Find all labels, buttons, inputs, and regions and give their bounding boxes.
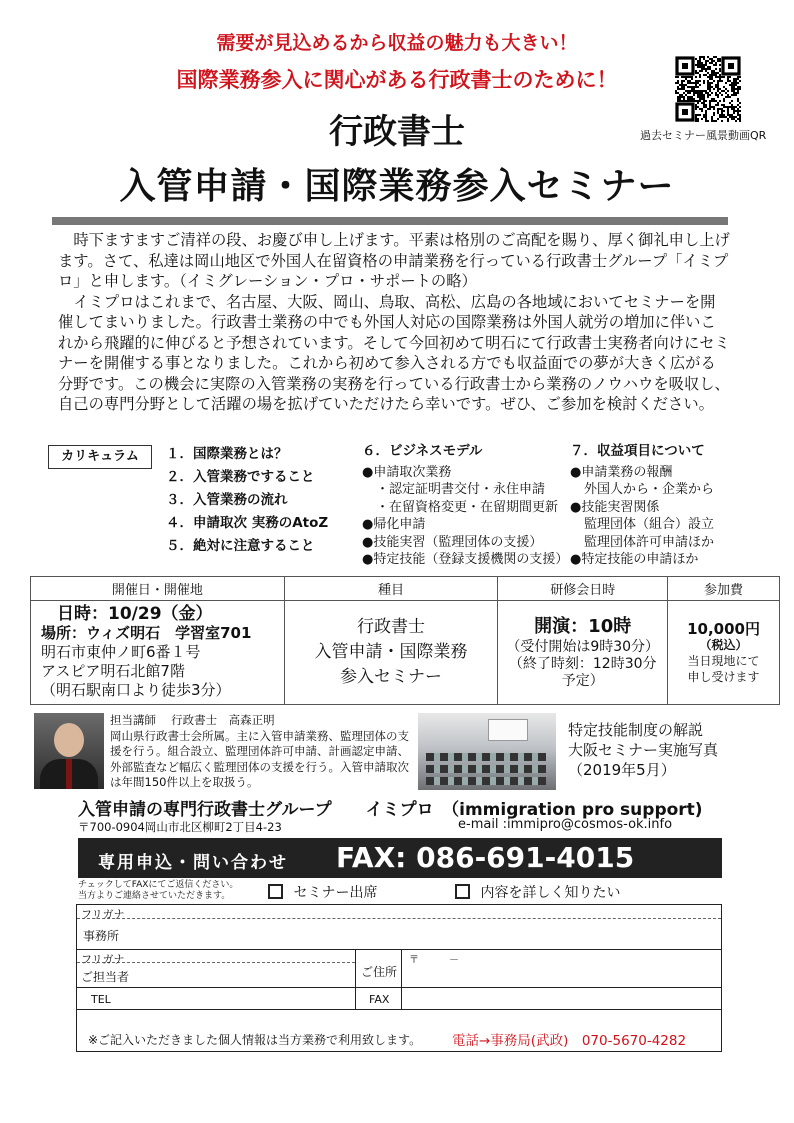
curriculum-item: ５．絶対に注意すること: [166, 538, 315, 554]
page-subtitle: 入管申請・国際業務参入セミナー: [119, 166, 675, 207]
office-label: 事務所: [83, 929, 120, 943]
table-header-row: [31, 577, 780, 601]
curriculum-item: ・在留資格変更・在留期間更新: [376, 499, 559, 515]
fax-number: FAX: 086-691-4015: [336, 841, 635, 874]
fee-amount: 10,000円: [687, 619, 760, 638]
office-input[interactable]: [137, 922, 707, 946]
table-header: 参加費: [668, 577, 780, 601]
caption-line-3: （2019年5月）: [568, 761, 676, 779]
seminar-info-table: [30, 576, 780, 705]
details-checkbox[interactable]: [455, 884, 470, 899]
furigana-label: フリガナ: [81, 908, 125, 921]
curriculum-item: ● 帰化申請: [362, 516, 602, 534]
option-details-label: 内容を詳しく知りたい: [480, 885, 621, 901]
address-input[interactable]: [409, 965, 709, 985]
curriculum-col-1: [166, 443, 366, 558]
phone-contact: 電話→事務局(武政) 070-5670-4282: [452, 1033, 687, 1049]
contact-label: ご担当者: [81, 970, 130, 984]
curriculum-item: ４．申請取次 実務のAtoZ: [166, 515, 329, 531]
check-note-2: 当方よりご連絡させていただきます。: [78, 891, 231, 901]
end-time: （終了時刻：12時30分: [508, 656, 657, 672]
seminar-photo: [418, 713, 556, 790]
end-time-note: 予定）: [561, 673, 604, 689]
intro-paragraph-2: イミプロはこれまで、名古屋、大阪、岡山、鳥取、高松、広島の各地域においてセミナーを開催してまいりました。行政書士業務の中でも外国人対応の国際業務は外国人就労の増加に伴いこれから飛躍的に伸びると予想されています。そして今回初めて明石にて行政書士実務者向けにセミナーを開催する事となりました。これから初めて参入される方でも収益面での夢が大きく広がる分野です。この機会に実際の入管業務の実務を行っている行政書士から業務のノウハウを吸収し、自己の専門分野として活躍の場を拡げていただけたら幸いです。ぜひ、ご参加を検討ください。: [58, 292, 730, 413]
fee-tax: （税込）: [699, 637, 748, 652]
event-address-2: アスピア明石北館7階: [41, 662, 185, 680]
curriculum-item: １．国際業務とは？: [166, 446, 288, 462]
attend-checkbox[interactable]: [268, 884, 283, 899]
curriculum-item: ● 特定技能（登録支援機関の支援）: [362, 551, 602, 569]
table-header: 研修会日時: [498, 577, 668, 601]
contact-input[interactable]: [137, 965, 347, 985]
fax-field-label: FAX: [369, 993, 390, 1006]
curriculum-label: カリキュラム: [48, 445, 152, 469]
reception-time: （受付開始は9時30分）: [506, 639, 660, 655]
event-date: 日時：10/29（金）: [57, 604, 213, 624]
option-details[interactable]: [455, 882, 620, 902]
organization-address: 〒700-0904岡山市北区柳町2丁目4-23: [78, 820, 282, 834]
type-line-1: 行政書士: [357, 617, 425, 637]
event-access: （明石駅南口より徒歩3分）: [41, 681, 231, 699]
intro-text: [58, 230, 730, 415]
instructor-description: 岡山県行政書士会所属。主に入管申請業務、監理団体の支援を行う。組合設立、監理団体許可申請、計画認定申請、外部監査など幅広く監理団体の支援を行う。入管申請取次は年間150件以上を取扱う。: [110, 728, 409, 789]
fee-note-1: 当日現地にて: [687, 653, 760, 668]
instructor-info: [110, 713, 410, 791]
tel-label: TEL: [91, 993, 111, 1006]
fee-note-2: 申し受けます: [687, 669, 760, 684]
fax-banner: [78, 838, 722, 878]
curriculum-item: ● 技能実習（監理団体の支援）: [362, 534, 602, 552]
option-attend-label: セミナー出席: [293, 885, 378, 901]
type-line-3: 参入セミナー: [340, 667, 442, 687]
type-cell: [284, 601, 498, 705]
page-title: 行政書士: [329, 112, 465, 152]
fax-input[interactable]: [409, 989, 709, 1007]
fee-cell: [668, 601, 780, 705]
event-address-1: 明石市東仲ノ町6番１号: [41, 643, 201, 661]
address-label: ご住所: [361, 965, 398, 979]
curriculum-item: ● 特定技能の申請ほか: [570, 551, 790, 569]
curriculum-item: 監理団体（組合）設立: [584, 517, 715, 532]
postal-label: 〒 －: [409, 955, 459, 966]
instructor-name: 担当講師 行政書士 高森正明: [110, 713, 275, 727]
curriculum-col-3: [570, 443, 790, 569]
qr-code-icon[interactable]: [675, 56, 741, 122]
title-divider: [52, 217, 728, 225]
table-row: [31, 601, 780, 705]
tagline-2: 国際業務参入に関心がある行政書士のために！: [176, 68, 618, 92]
curriculum-heading: ６．ビジネスモデル: [362, 443, 483, 459]
curriculum-heading: ７．収益項目について: [570, 443, 705, 459]
curriculum-item: 外国人から・企業から: [584, 482, 715, 497]
type-line-2: 入管申請・国際業務: [314, 642, 468, 662]
date-venue-cell: [31, 601, 285, 705]
curriculum-item: ３．入管業務の流れ: [166, 492, 288, 508]
intro-paragraph-1: 時下ますますご清祥の段、お慶び申し上げます。平素は格別のご高配を賜り、厚く御礼申し上げます。さて、私達は岡山地区で外国人在留資格の申請業務を行っている行政書士グループ「イミプロ」と申します。（イミグレーション・プロ・サポートの略）: [58, 231, 730, 290]
fax-banner-label: 専用申込・問い合わせ: [98, 853, 288, 873]
time-cell: [498, 601, 668, 705]
instructor-photo: [34, 713, 104, 789]
start-time: 開演：10時: [534, 616, 632, 637]
privacy-note: ※ご記入いただきました個人情報は当方業務で利用致します。: [88, 1033, 422, 1047]
tel-input[interactable]: [137, 989, 347, 1007]
seminar-photo-caption: [568, 720, 788, 780]
table-header: 開催日・開催地: [31, 577, 285, 601]
curriculum-item: ● 技能実習関係: [570, 499, 790, 517]
curriculum-col-2: [362, 443, 602, 569]
curriculum-item: ● 申請業務の報酬: [570, 464, 790, 482]
curriculum-item: 監理団体許可申請ほか: [584, 534, 715, 550]
furigana-label-2: フリガナ: [81, 953, 125, 966]
qr-caption: 過去セミナー風景動画QR: [640, 129, 767, 142]
organization-name: 入管申請の専門行政書士グループ イミプロ （immigration pro support): [78, 800, 703, 820]
caption-line-2: 大阪セミナー実施写真: [568, 741, 719, 759]
check-note-1: チェックしてFAXにてご返信ください。: [78, 880, 239, 890]
table-header: 種目: [284, 577, 498, 601]
option-attend[interactable]: [268, 882, 377, 902]
curriculum-item: ２．入管業務ですること: [166, 469, 315, 485]
event-place: 場所：ウィズ明石 学習室701: [41, 624, 252, 642]
caption-line-1: 特定技能制度の解説: [568, 721, 704, 739]
curriculum-item: ● 申請取次業務: [362, 464, 602, 482]
organization-email[interactable]: e-mail :immipro@cosmos-ok.info: [458, 817, 673, 832]
tagline-1: 需要が見込めるから収益の魅力も大きい！: [216, 32, 578, 54]
curriculum-item: ・認定証明書交付・永住申請: [376, 482, 546, 497]
check-instructions: [78, 880, 268, 902]
